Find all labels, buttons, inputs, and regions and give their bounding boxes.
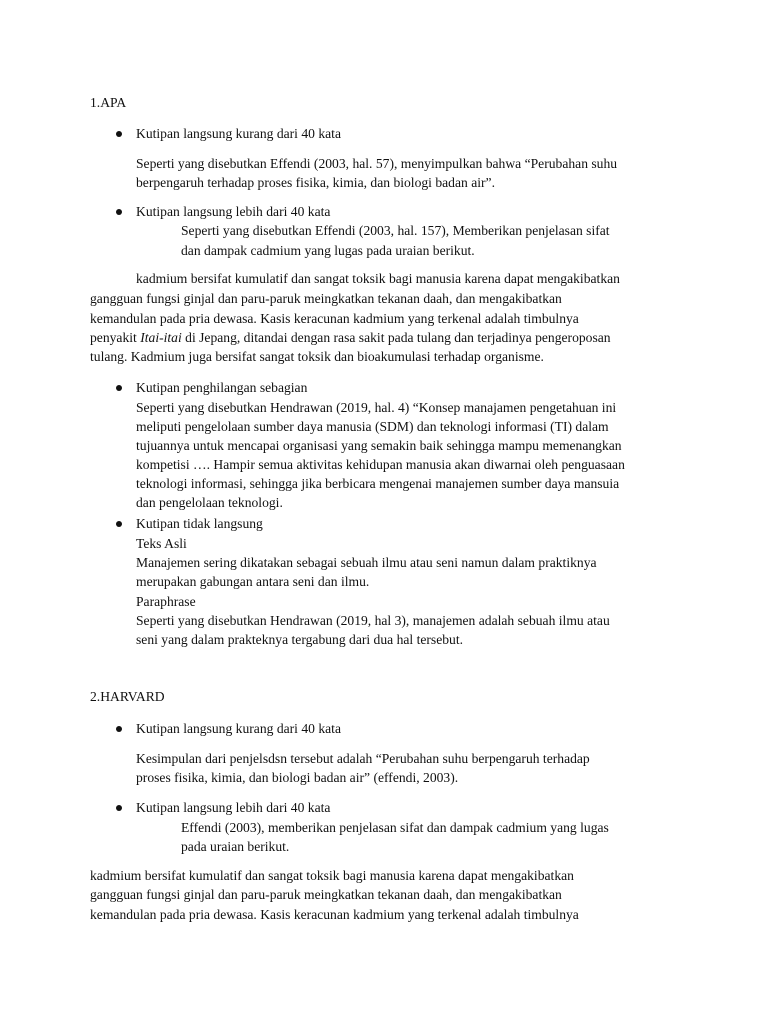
apa-b3-line2: meliputi pengelolaan sumber daya manusia (SDM) dan teknologi informasi (TI) dalam bbox=[136, 419, 609, 434]
apa-b2-text-line2: dan dampak cadmium yang lugas pada uraian berikut. bbox=[181, 243, 475, 258]
apa-b4-asli-line1: Manajemen sering dikatakan sebagai sebuah ilmu atau seni namun dalam praktiknya bbox=[136, 555, 597, 570]
teks-asli-label: Teks Asli bbox=[136, 536, 187, 551]
paraphrase-label: Paraphrase bbox=[136, 594, 196, 609]
apa-b3-line5: teknologi informasi, sehingga jika berbicara mengenai manajemen sumber daya mansuia bbox=[136, 476, 620, 491]
apa-b3-line4: kompetisi …. Hampir semua aktivitas kehidupan manusia akan diwarnai oleh penguasaan bbox=[136, 457, 625, 472]
apa-b4-label: Kutipan tidak langsung bbox=[136, 516, 263, 531]
bullet-icon bbox=[116, 521, 122, 527]
harvard-b1-text-line1: Kesimpulan dari penjelsdsn tersebut adalah “Perubahan suhu berpengaruh terhadap bbox=[136, 751, 590, 766]
bullet-icon bbox=[116, 805, 122, 811]
apa-para-line3: kemandulan pada pria dewasa. Kasis keracunan kadmium yang terkenal adalah timbulnya bbox=[90, 311, 579, 326]
apa-b1-text-line1: Seperti yang disebutkan Effendi (2003, hal. 57), menyimpulkan bahwa “Perubahan suhu bbox=[136, 156, 618, 171]
harvard-para-line3: kemandulan pada pria dewasa. Kasis keracunan kadmium yang terkenal adalah timbulnya bbox=[90, 907, 579, 922]
bullet-icon bbox=[116, 209, 122, 215]
apa-para-line1: kadmium bersifat kumulatif dan sangat toksik bagi manusia karena dapat mengakibatkan bbox=[136, 271, 620, 286]
apa-para-line5: tulang. Kadmium juga bersifat sangat toksik dan bioakumulasi terhadap organisme. bbox=[90, 349, 544, 364]
apa-para-line4-c: di Jepang, ditandai dengan rasa sakit pada tulang dan terjadinya pengeroposan bbox=[181, 330, 611, 345]
apa-b1-text-line2: berpengaruh terhadap proses fisika, kimia, dan biologi badan air”. bbox=[136, 175, 495, 190]
apa-para-line2: gangguan fungsi ginjal dan paru-paruk meingkatkan tekanan daah, dan mengakibatkan bbox=[90, 291, 562, 306]
harvard-b1-text-line2: proses fisika, kimia, dan biologi badan air” (effendi, 2003). bbox=[136, 770, 459, 785]
bullet-icon bbox=[116, 131, 122, 137]
harvard-b1-label: Kutipan langsung kurang dari 40 kata bbox=[136, 721, 341, 736]
bullet-icon bbox=[116, 726, 122, 732]
apa-b4-asli-line2: merupakan gabungan antara seni dan ilmu. bbox=[136, 574, 370, 589]
apa-b4-para-line2: seni yang dalam prakteknya tergabung dari dua hal tersebut. bbox=[136, 632, 464, 647]
harvard-b2-text-line1: Effendi (2003), memberikan penjelasan sifat dan dampak cadmium yang lugas bbox=[181, 820, 609, 835]
harvard-para-line2: gangguan fungsi ginjal dan paru-paruk meingkatkan tekanan daah, dan mengakibatkan bbox=[90, 887, 562, 902]
apa-b3-line1: Seperti yang disebutkan Hendrawan (2019, hal. 4) “Konsep manajamen pengetahuan ini bbox=[136, 400, 617, 415]
apa-b3-label: Kutipan penghilangan sebagian bbox=[136, 380, 308, 395]
harvard-b2-label: Kutipan langsung lebih dari 40 kata bbox=[136, 800, 331, 815]
harvard-b2-text-line2: pada uraian berikut. bbox=[181, 839, 290, 854]
bullet-icon bbox=[116, 385, 122, 391]
apa-para-line4-a: penyakit bbox=[90, 330, 141, 345]
harvard-para-line1: kadmium bersifat kumulatif dan sangat toksik bagi manusia karena dapat mengakibatkan bbox=[90, 868, 574, 883]
apa-b3-line3: tujuannya untuk mencapai organisasi yang semakin baik sehingga mampu memenangkan bbox=[136, 438, 622, 453]
harvard-heading: 2.HARVARD bbox=[90, 689, 165, 704]
apa-heading: 1.APA bbox=[90, 95, 127, 110]
apa-b3-line6: dan pengelolaan teknologi. bbox=[136, 495, 283, 510]
apa-b2-label: Kutipan langsung lebih dari 40 kata bbox=[136, 204, 331, 219]
apa-b4-para-line1: Seperti yang disebutkan Hendrawan (2019, hal 3), manajemen adalah sebuah ilmu atau bbox=[136, 613, 610, 628]
disease-name: Itai-itai bbox=[140, 330, 182, 345]
apa-para-line4 bbox=[90, 329, 611, 347]
apa-b1-label: Kutipan langsung kurang dari 40 kata bbox=[136, 126, 341, 141]
apa-b2-text-line1: Seperti yang disebutkan Effendi (2003, hal. 157), Memberikan penjelasan sifat bbox=[181, 223, 610, 238]
